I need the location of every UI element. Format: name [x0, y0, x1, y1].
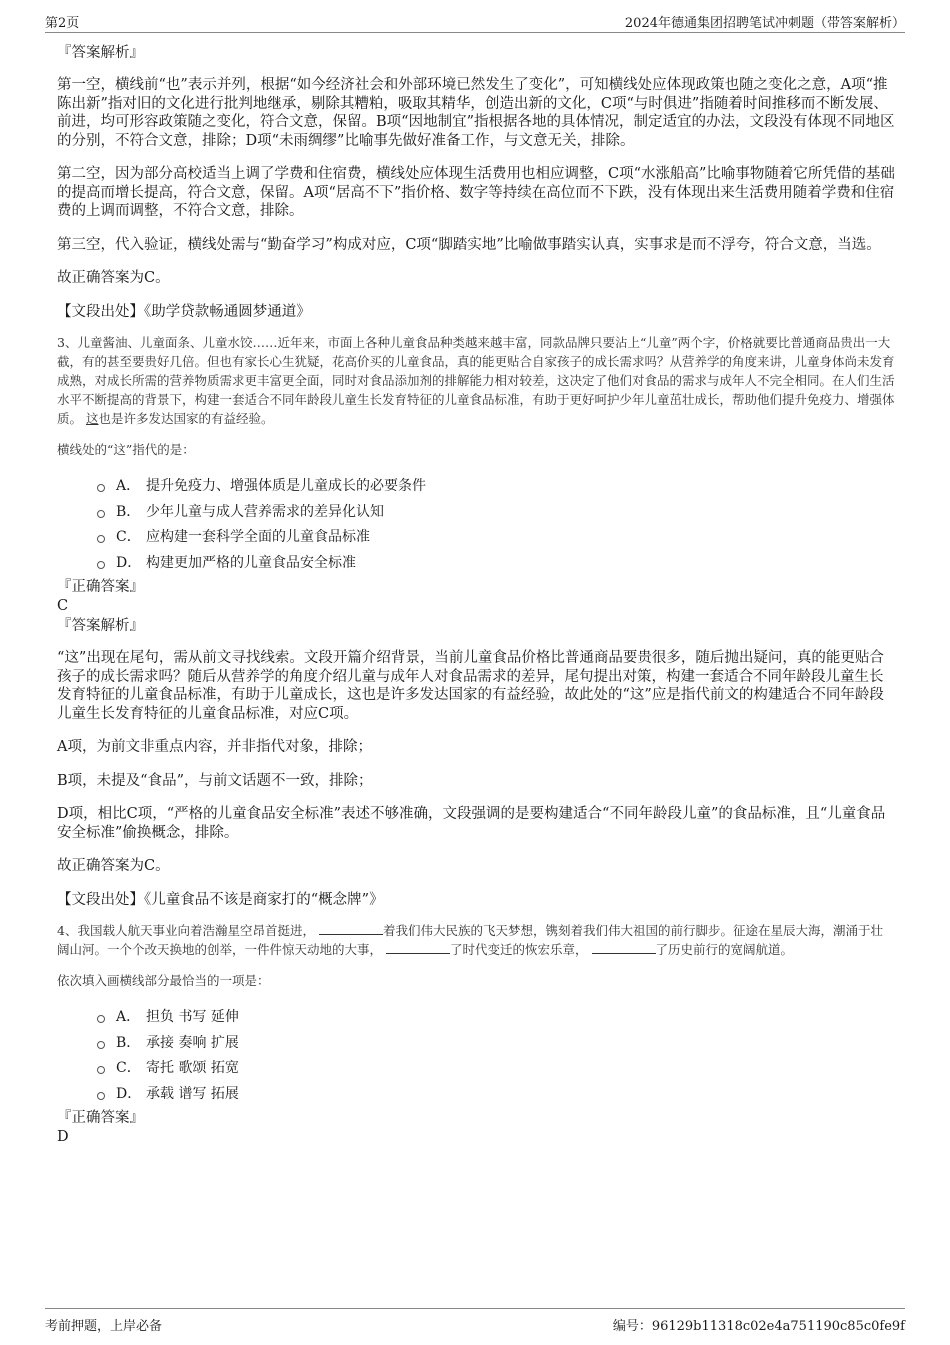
q4-answer-label: 『正确答案』: [57, 1110, 144, 1126]
q3-analysis-label: 『答案解析』: [57, 618, 144, 634]
q2-analysis-para-1: 第一空，横线前“也”表示并列，根据“如今经济社会和外部环境已然发生了变化”，可知横线处应体现政策也随之变化之意，A项“推陈出新”指对旧的文化进行批判地继承，剔除其糟粕，吸取其精华，创造出新的文化，C项“与时俱进”指随着时间推移而不断发展、前进，均可形容政策随之变化，符合文意，保留。B项“因地制宜”指根据各地的具体情况，制定适宜的办法，文段没有体现不同地区的分别，不符合文意，排除；D项“未雨绸缪”比喻事先做好准备工作，与文意无关，排除。: [57, 77, 895, 149]
q4-option-d[interactable]: D． 承载 谱写 拓展: [57, 1082, 895, 1108]
q3-prompt: 横线处的“这”指代的是：: [57, 442, 195, 457]
footer-slogan: 考前押题，上岸必备: [45, 1319, 163, 1334]
q4-prompt: 依次填入画横线部分最恰当的一项是：: [57, 973, 270, 988]
page-number: 第2页: [45, 16, 80, 31]
q4-options: [57, 1005, 895, 1107]
radio-button-icon[interactable]: [97, 1015, 105, 1023]
q4-answer: D: [57, 1129, 69, 1145]
q3-option-c[interactable]: C． 应构建一套科学全面的儿童食品标准: [57, 525, 895, 551]
radio-button-icon[interactable]: [97, 510, 105, 518]
q2-source: 【文段出处】《助学贷款畅通圆梦通道》: [57, 303, 311, 320]
radio-button-icon[interactable]: [97, 535, 105, 543]
q3-options: [57, 474, 895, 576]
q3-question-text: 3、儿童酱油、儿童面条、儿童水饺……近年来，市面上各种儿童食品种类越来越丰富，同款品牌只要沾上“儿童”两个字，价格就要比普通商品贵出一大截，有的甚至要贵好几倍。但也有家长心生犹疑，花高价买的儿童食品，真的能更贴合自家孩子的成长需求吗？从营养学的角度来讲，儿童身体尚未发育成熟，对成长所需的营养物质需求更丰富更全面，同时对食品添加剂的排解能力相对较差，这决定了他们对食品的需求与成年人不完全相同。在人们生活水平不断提高的背景下，构建一套适合不同年龄段儿童生长发育特征的儿童食品标准，有助于更好呵护少年儿童茁壮成长，帮助他们提升免疫力、增强体质。 这也是许多发达国家的有益经验。: [57, 335, 895, 426]
q3-option-a[interactable]: A． 提升免疫力、增强体质是儿童成长的必要条件: [57, 474, 895, 500]
q3-option-b[interactable]: B． 少年儿童与成人营养需求的差异化认知: [57, 500, 895, 526]
radio-button-icon[interactable]: [97, 561, 105, 569]
radio-button-icon[interactable]: [97, 1041, 105, 1049]
q2-analysis-para-2: 第二空，因为部分高校适当上调了学费和住宿费，横线处应体现生活费用也相应调整，C项“水涨船高”比喻事物随着它所凭借的基础的提高而增长提高，符合文意，保留。A项“居高不下”指价格、数字等持续在高位而不下跌，没有体现出来生活费用随着学费和住宿费的上调而调整，不符合文意，排除。: [57, 166, 895, 219]
document-id: 编号：96129b11318c02e4a751190c85c0fe9f: [612, 1319, 905, 1334]
q2-conclusion: 故正确答案为C。: [57, 270, 170, 286]
q2-analysis-label: 『答案解析』: [57, 45, 144, 61]
page-footer: [45, 1308, 905, 1333]
q3-analysis-para-1: “这”出现在尾句，需从前文寻找线索。文段开篇介绍背景，当前儿童食品价格比普通商品要贵很多，随后抛出疑问，真的能更贴合孩子的成长需求吗？随后从营养学的角度介绍儿童与成年人对食品需求的差异，尾句提出对策，构建一套适合不同年龄段儿童生长发育特征的儿童食品标准，有助于儿童成长，这也是许多发达国家的有益经验，故此处的“这”应是指代前文的构建适合不同年龄段儿童生长发育特征的儿童食品标准，对应C项。: [57, 650, 884, 722]
q2-analysis-para-3: 第三空，代入验证，横线处需与“勤奋学习”构成对应，C项“脚踏实地”比喻做事踏实认真，实事求是而不浮夸，符合文意，当选。: [57, 236, 881, 253]
q3-answer: C: [57, 598, 69, 614]
q4-option-a[interactable]: A． 担负 书写 延伸: [57, 1005, 895, 1031]
radio-button-icon[interactable]: [97, 1066, 105, 1074]
q4-blank-1: [319, 922, 383, 935]
q4-option-c[interactable]: C． 寄托 歌颂 拓宽: [57, 1056, 895, 1082]
q3-option-d[interactable]: D． 构建更加严格的儿童食品安全标准: [57, 551, 895, 577]
q3-source: 【文段出处】《儿童食品不该是商家打的“概念牌”》: [57, 891, 384, 908]
page-header: [45, 10, 905, 33]
radio-button-icon[interactable]: [97, 484, 105, 492]
q3-analysis-para-4: D项，相比C项，“严格的儿童食品安全标准”表述不够准确，文段强调的是要构建适合“不同年龄段儿童”的食品标准，且“儿童食品安全标准”偷换概念，排除。: [57, 806, 886, 841]
q3-analysis-para-2: A项，为前文非重点内容，并非指代对象，排除；: [57, 739, 372, 755]
document-title: 2024年德通集团招聘笔试冲刺题（带答案解析）: [624, 16, 905, 31]
page-content: [57, 44, 895, 1146]
q3-conclusion: 故正确答案为C。: [57, 858, 170, 874]
q4-blank-3: [592, 941, 656, 954]
q3-underlined-word: 这: [86, 411, 99, 426]
q3-analysis-para-3: B项，未提及“食品”，与前文话题不一致，排除；: [57, 772, 373, 789]
radio-button-icon[interactable]: [97, 1092, 105, 1100]
q4-question-text: 4、我国载人航天事业向着浩瀚星空昂首挺进， 着我们伟大民族的飞天梦想，镌刻着我们伟大祖国的前行脚步。征途在星辰大海，潮涌于壮阔山河。一个个改天换地的创举，一件件惊天动地的大事， 了时代变迁的恢宏乐章， 了历史前行的宽阔航道。: [57, 923, 883, 957]
q4-blank-2: [386, 941, 450, 954]
q3-answer-label: 『正确答案』: [57, 579, 144, 595]
q4-option-b[interactable]: B． 承接 奏响 扩展: [57, 1031, 895, 1057]
